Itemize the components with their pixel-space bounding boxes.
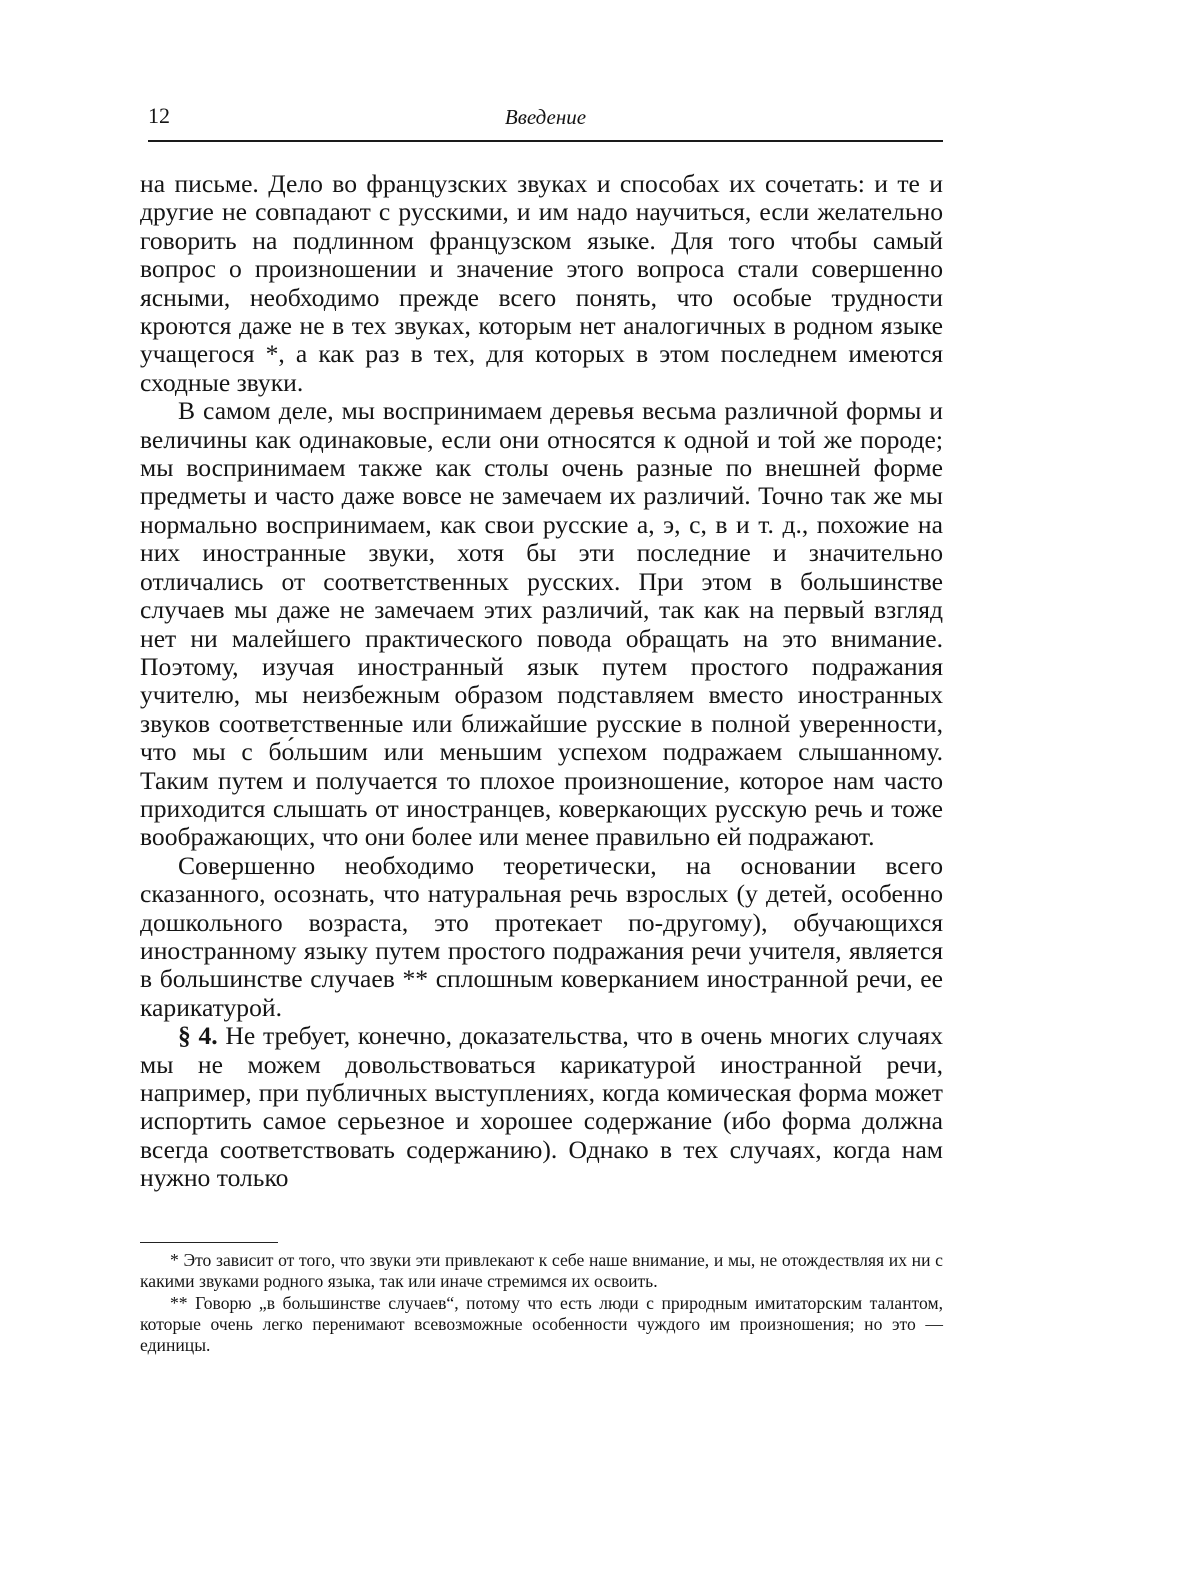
page-header (148, 103, 943, 141)
footnotes (140, 1250, 943, 1356)
paragraph-1: на письме. Дело во французских звуках и способах их сочетать: и те и другие не совпадают с русскими, и им надо научиться, если желательно говорить на подлинном французском языке. Для того чтобы самый вопрос о произношении и значение этого вопроса стали совершенно ясными, необходимо прежде всего понять, что особые трудности кроются даже не в тех звуках, которым нет аналогичных в родном языке учащегося *, а как раз в тех, для которых в этом последнем имеются сходные звуки. (140, 169, 943, 397)
running-title: Введение (504, 105, 587, 129)
header-rule (148, 140, 943, 142)
paragraph-2: В самом деле, мы воспринимаем деревья весьма различной формы и величины как одинаковые, если они относятся к одной и той же породе; мы воспринимаем также как столы очень разные по внешней форме предметы и часто даже вовсе не замечаем их различий. Точно так же мы нормально воспринимаем, как свои русские а, э, с, в и т. д., похожие на них иностранные звуки, хотя бы эти последние и значительно отличались от соответственных русских. При этом в большинстве случаев мы даже не замечаем этих различий, так как на первый взгляд нет ни малейшего практического повода обращать на это внимание. Поэтому, изучая иностранный язык путем простого подражания учителю, мы неизбежным образом подставляем вместо иностранных звуков соответственные или ближайшие русские в полной уверенности, что мы с бо́льшим или меньшим успехом подражаем слышанному. Таким путем и получается то плохое произношение, которое нам часто приходится слышать от иностранцев, коверкающих русскую речь и тоже воображающих, что они более или менее правильно ей подражают. (140, 396, 943, 852)
body-text (140, 170, 943, 1193)
paragraph-4-text: Не требует, конечно, доказательства, что в очень многих случаях мы не можем довольствоваться карикатурой иностранной речи, например, при публичных выступлениях, когда комическая форма может испортить самое серьезное и хорошее содержание (ибо форма должна всегда соответствовать содержанию). Однако в тех случаях, когда нам нужно только (140, 1021, 944, 1193)
footnote-1: * Это зависит от того, что звуки эти привлекают к себе наше внимание, и мы, не отождествляя их ни с какими звуками родного языка, так или иначе стремимся их освоить. (140, 1250, 943, 1292)
section-mark: § 4. (178, 1021, 218, 1051)
footnote-rule (140, 1242, 278, 1243)
paragraph-3: Совершенно необходимо теоретически, на основании всего сказанного, осознать, что натуральная речь взрослых (у детей, особенно дошкольного возраста, это протекает по-другому), обучающихся иностранному языку путем простого подражания речи учителя, является в большинстве случаев ** сплошным коверканием иностранной речи, ее карикатурой. (140, 850, 943, 1022)
footnote-2: ** Говорю „в большинстве случаев“, потому что есть люди с природным имитаторским талантом, которые очень легко перенимают всевозможные особенности чуждого им произношения; но это — единицы. (140, 1292, 943, 1356)
page-number: 12 (148, 103, 170, 128)
paragraph-4 (140, 1022, 943, 1192)
